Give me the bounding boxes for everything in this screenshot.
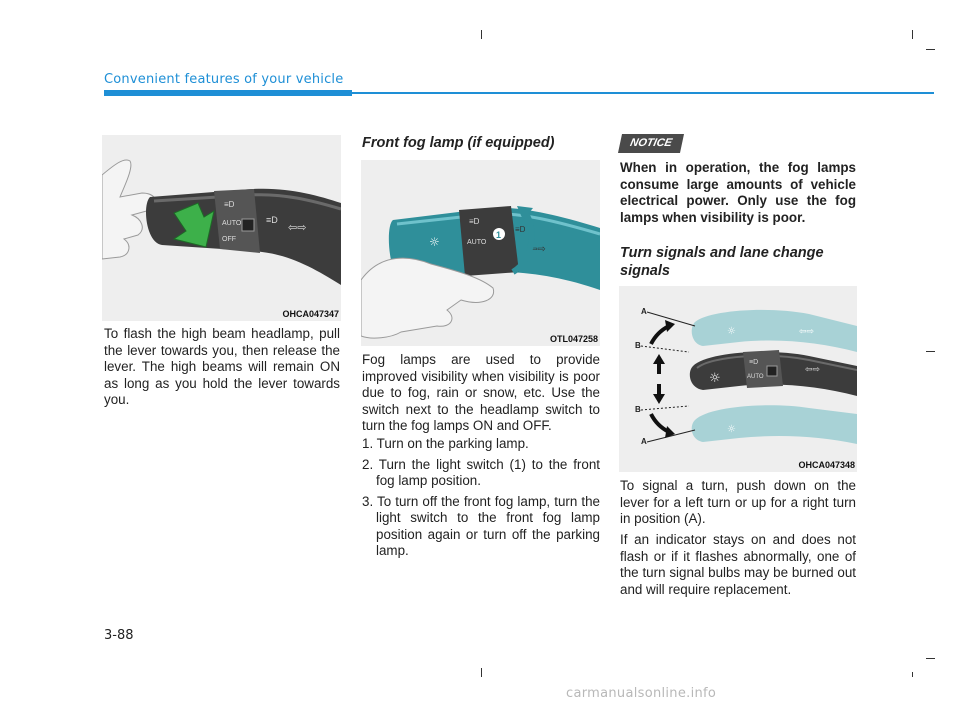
crop-mark [926, 658, 935, 659]
high-beam-paragraph: To flash the high beam headlamp, pull the lever towards you, then release the lever. The high beams will remain ON as long as you hold the lever towards you. [104, 326, 340, 407]
figure-fog-lamp [361, 160, 600, 346]
figure-code: OTL047258 [549, 334, 598, 344]
svg-text:⇦⇨: ⇦⇨ [799, 326, 815, 336]
crop-mark [912, 672, 913, 677]
svg-text:OFF: OFF [222, 236, 236, 243]
notice-badge: NOTICE [618, 134, 684, 153]
svg-text:AUTO: AUTO [222, 220, 242, 227]
fog-lamp-paragraph: Fog lamps are used to provide improved visibility when visibility is poor due to fog, rain or snow, etc. Use the switch next to the headlamp switch to turn the fog lamps ON and OFF. [362, 352, 600, 433]
crop-mark [481, 30, 482, 39]
fog-lamp-illustration [361, 160, 600, 346]
step-item: 1. Turn on the parking lamp. [362, 436, 529, 451]
svg-text:☼: ☼ [727, 326, 736, 337]
crop-mark [912, 30, 913, 39]
fog-lamp-heading: Front fog lamp (if equipped) [362, 135, 555, 151]
turn-signal-paragraph-1: To signal a turn, push down on the lever for a left turn or up for a right turn in position (A). [620, 478, 856, 526]
header-rule [352, 92, 934, 94]
svg-text:☼: ☼ [727, 424, 736, 435]
step-item: 3. To turn off the front fog lamp, turn the light switch to the front fog lamp position again or turn off the parking lamp. [362, 493, 600, 558]
turn-signal-heading: Turn signals and lane change signals [620, 245, 824, 279]
svg-text:1: 1 [496, 230, 502, 240]
svg-text:≡D: ≡D [266, 215, 278, 225]
notice-text: When in operation, the fog lamps consume large amounts of vehicle electrical power. Only use the fog lamps when visibility is poor. [620, 160, 856, 225]
lever-illustration [102, 135, 341, 321]
label-b-top: B [635, 341, 641, 350]
fog-lamp-steps [362, 436, 600, 564]
label-b-bottom: B [635, 405, 641, 414]
svg-text:⇦⇨: ⇦⇨ [529, 244, 546, 255]
svg-text:≡D: ≡D [224, 200, 235, 209]
label-a-bottom: A [641, 437, 647, 446]
figure-turn-signal [619, 286, 857, 472]
crop-mark [481, 668, 482, 677]
svg-text:≡D: ≡D [515, 225, 526, 234]
svg-text:AUTO: AUTO [467, 239, 487, 246]
watermark: carmanualsonline.info [566, 686, 717, 701]
svg-text:☼: ☼ [429, 235, 440, 249]
turn-signal-paragraph-2: If an indicator stays on and does not flash or if it flashes abnormally, one of the turn signal bulbs may be burned out and will require replacement. [620, 532, 856, 597]
svg-text:≡D: ≡D [749, 359, 759, 366]
figure-code: OHCA047348 [798, 460, 855, 470]
figure-code: OHCA047347 [282, 309, 339, 319]
crop-mark [926, 49, 935, 50]
figure-high-beam-flash [102, 135, 341, 321]
svg-text:AUTO: AUTO [747, 374, 764, 380]
header-rule-accent [104, 90, 352, 96]
label-a-top: A [641, 307, 647, 316]
section-title: Convenient features of your vehicle [104, 72, 344, 87]
svg-text:≡D: ≡D [469, 217, 480, 226]
crop-mark [926, 351, 935, 352]
turn-signal-illustration [619, 286, 857, 472]
svg-text:⇦⇨: ⇦⇨ [805, 364, 821, 374]
step-item: 2. Turn the light switch (1) to the front fog lamp position. [362, 456, 600, 488]
page-number: 3-88 [104, 628, 134, 643]
svg-text:☼: ☼ [709, 371, 721, 386]
svg-text:⇦⇨: ⇦⇨ [288, 222, 307, 234]
